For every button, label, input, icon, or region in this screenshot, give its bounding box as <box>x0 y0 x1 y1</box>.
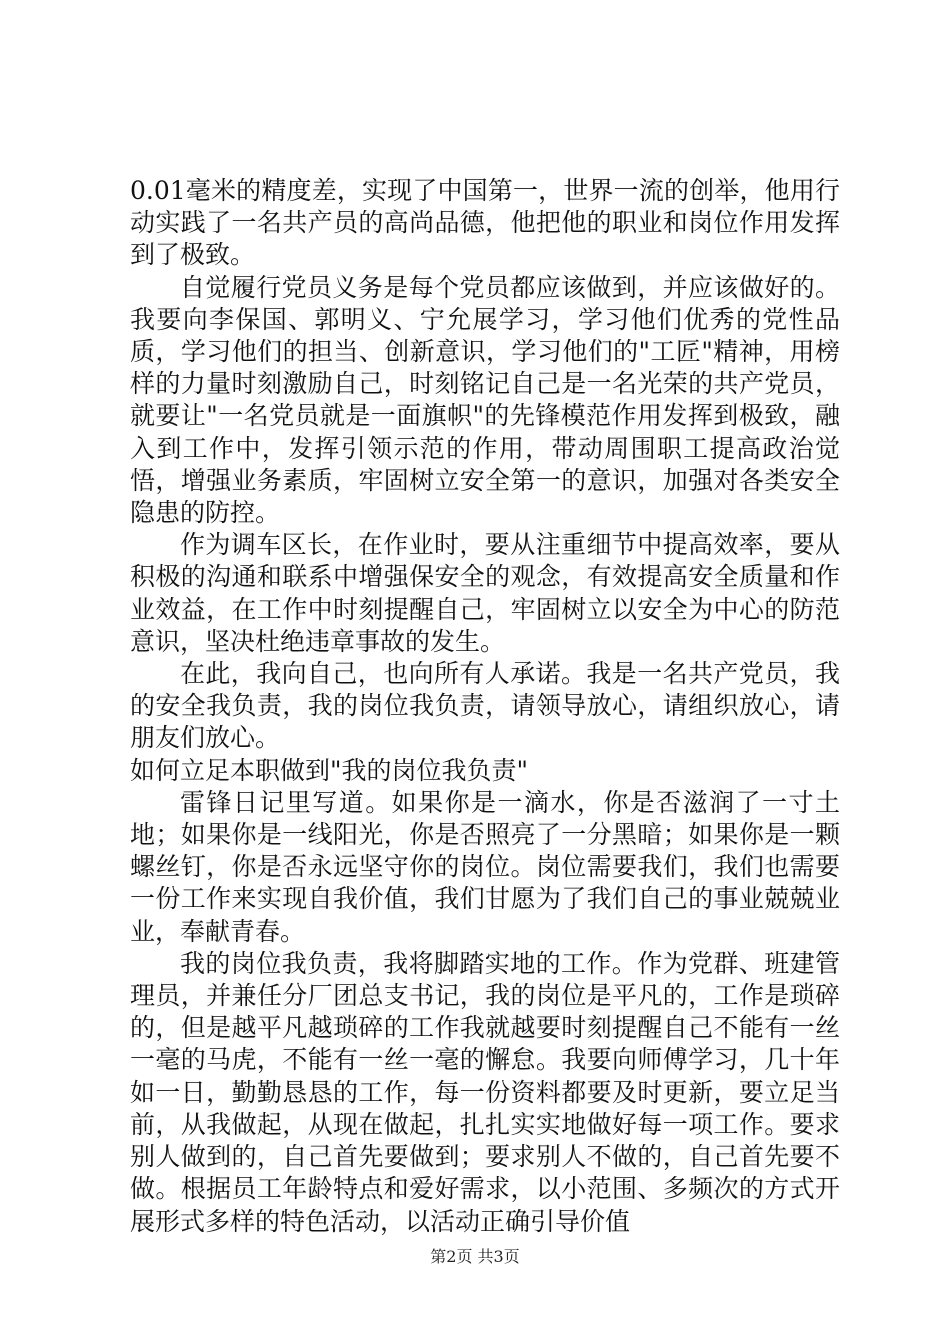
section-heading: 如何立足本职做到"我的岗位我负责" <box>130 755 528 785</box>
paragraph-party-duty: 自觉履行党员义务是每个党员都应该做到，并应该做好的。我要向李保国、郭明义、宁允展学习，学习他们优秀的党性品质，学习他们的担当、创新意识，学习他们的"工匠"精神，用榜样的力量时刻激励自己，时刻铭记自己是一名光荣的共产党员，就要让"一名党员就是一面旗帜"的先锋模范作用发挥到极致，融入到工作中，发挥引领示范的作用，带动周围职工提高政治觉悟，增强业务素质，牢固树立安全第一的意识，加强对各类安全隐患的防控。 <box>130 272 840 528</box>
paragraph-continuation: 0.01毫米的精度差，实现了中国第一，世界一流的创举，他用行动实践了一名共产员的高尚品德，他把他的职业和岗位作用发挥到了极致。 <box>130 176 840 270</box>
paragraph-my-post: 我的岗位我负责，我将脚踏实地的工作。作为党群、班建管理员，并兼任分厂团总支书记，我的岗位是平凡的，工作是琐碎的，但是越平凡越琐碎的工作我就越要时刻提醒自己不能有一丝一毫的马虎，不能有一丝一毫的懈怠。我要向师傅学习，几十年如一日，勤勤恳恳的工作，每一份资料都要及时更新，要立足当前，从我做起，从现在做起，扎扎实实地做好每一项工作。要求别人做到的，自己首先要做到；要求别人不做的，自己首先要不做。根据员工年龄特点和爱好需求，以小范围、多频次的方式开展形式多样的特色活动，以活动正确引导价值 <box>130 948 840 1236</box>
paragraph-commitment: 在此，我向自己，也向所有人承诺。我是一名共产党员，我的安全我负责，我的岗位我负责，请领导放心，请组织放心，请朋友们放心。 <box>130 659 840 753</box>
document-body <box>130 175 840 1238</box>
paragraph-lei-feng: 雷锋日记里写道。如果你是一滴水，你是否滋润了一寸土地；如果你是一线阳光，你是否照亮了一分黑暗；如果你是一颗螺丝钉，你是否永远坚守你的岗位。岗位需要我们，我们也需要一份工作来实现自我价值，我们甘愿为了我们自己的事业兢兢业业，奉献青春。 <box>130 787 840 946</box>
page-footer: 第2页 共3页 <box>430 1247 520 1266</box>
paragraph-shunting-chief: 作为调车区长，在作业时，要从注重细节中提高效率，要从积极的沟通和联系中增强保安全的观念，有效提高安全质量和作业效益，在工作中时刻提醒自己，牢固树立以安全为中心的防范意识，坚决杜绝违章事故的发生。 <box>130 530 840 656</box>
